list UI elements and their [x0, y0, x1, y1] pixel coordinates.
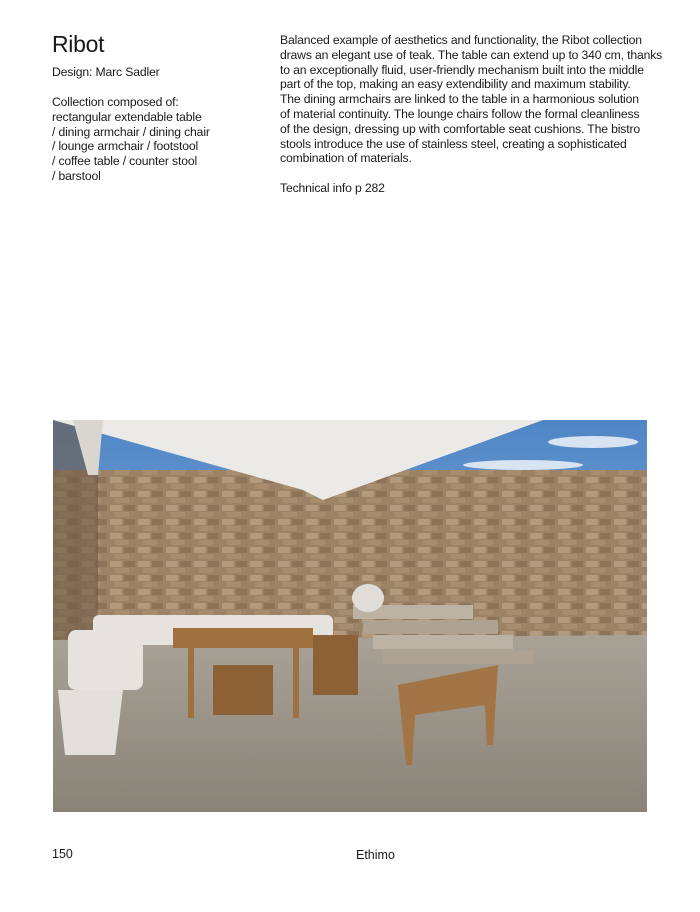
description-line: combination of materials. [280, 151, 412, 166]
description-line: of the design, dressing up with comfortable seat cushions. The bistro [280, 121, 640, 136]
page-number: 150 [52, 847, 73, 861]
description-line: stools introduce the use of stainless steel, creating a sophisticated [280, 136, 627, 151]
collection-list [52, 95, 210, 184]
urn [352, 584, 384, 612]
planter [58, 690, 123, 755]
description-line: to an exceptionally fluid, user-friendly mechanism built into the middle [280, 62, 644, 77]
terrace-illustration [53, 420, 647, 812]
description-line: draws an elegant use of teak. The table can extend up to 340 cm, thanks [280, 47, 663, 62]
description-line: Balanced example of aesthetics and functionality, the Ribot collection [280, 33, 642, 47]
collection-line: / barstool [52, 168, 101, 183]
page-title: Ribot [52, 31, 105, 57]
designer-credit: Design: Marc Sadler [52, 65, 160, 79]
description-paragraph [280, 33, 662, 166]
collection-line: / coffee table / counter stool [52, 154, 198, 169]
brand-name: Ethimo [356, 848, 395, 862]
collection-line: / dining armchair / dining chair [52, 124, 210, 139]
collection-line: / lounge armchair / footstool [52, 139, 199, 154]
technical-info: Technical info p 282 [280, 181, 385, 195]
description-line: part of the top, making an easy extendibility and maximum stability. [280, 77, 631, 92]
description-line: of material continuity. The lounge chairs follow the formal cleanliness [280, 106, 640, 121]
description-line: The dining armchairs are linked to the table in a harmonious solution [280, 92, 639, 107]
collection-line: rectangular extendable table [52, 109, 202, 124]
collection-line: Collection composed of: [52, 95, 179, 109]
terrace-photo [53, 420, 647, 812]
